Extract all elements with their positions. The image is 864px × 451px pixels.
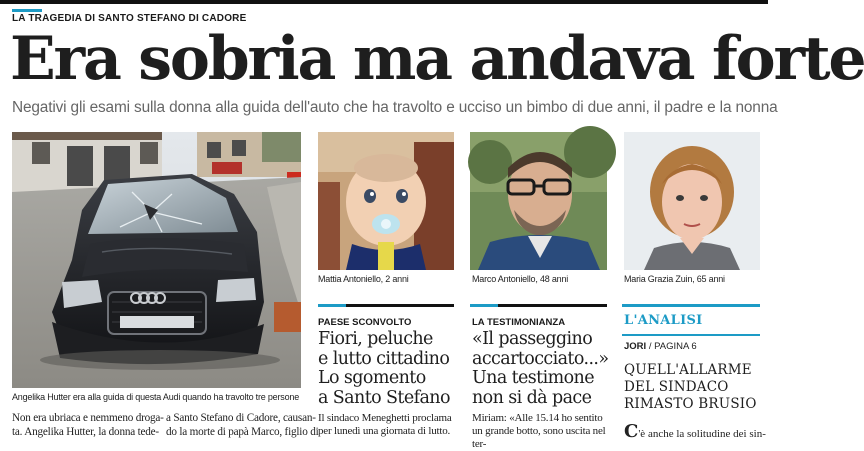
title-line: QUELL'ALLARME bbox=[624, 362, 752, 378]
title-line: DEL SINDACO bbox=[624, 379, 729, 395]
article-kicker: LA TESTIMONIANZA bbox=[472, 317, 566, 328]
title-line: e lutto cittadino bbox=[318, 348, 450, 369]
portrait-caption: Mattia Antoniello, 2 anni bbox=[318, 274, 409, 284]
woman-photo-illustration bbox=[624, 132, 760, 270]
portrait-man[interactable] bbox=[470, 132, 607, 270]
body-line: do la morte di papà Marco, figlio di bbox=[166, 426, 319, 438]
body-text-col1 bbox=[12, 411, 164, 439]
analysis-label: L'ANALISI bbox=[624, 313, 703, 328]
article-body: Miriam: «Alle 15.14 ho sentito un grande botto, sono uscita nel ter- bbox=[472, 412, 606, 450]
portrait-caption: Marco Antoniello, 48 anni bbox=[472, 274, 569, 284]
main-photo-damaged-car[interactable] bbox=[12, 132, 301, 388]
analysis-rule-bottom bbox=[622, 334, 760, 336]
subheadline: Negativi gli esami sulla donna alla guida dell'auto che ha travolto e ucciso un bimbo di due anni, il padre e la nonna bbox=[12, 99, 778, 116]
car-photo-illustration bbox=[12, 132, 301, 388]
article-accent bbox=[470, 304, 498, 307]
page-reference[interactable]: / PAGINA 6 bbox=[648, 341, 697, 352]
kicker-accent-bar bbox=[12, 9, 42, 12]
main-photo-caption: Angelika Hutter era alla guida di questa Audi quando ha travolto tre persone bbox=[12, 392, 300, 402]
article-body: Il sindaco Meneghetti proclama per lunedì una giornata di lutto. bbox=[318, 412, 452, 437]
man-photo-illustration bbox=[470, 132, 607, 270]
body-line: Non era ubriaca e nemmeno droga- bbox=[12, 412, 164, 424]
title-line: a Santo Stefano bbox=[318, 387, 450, 408]
author-name: JORI bbox=[624, 341, 647, 352]
portrait-caption: Maria Grazia Zuin, 65 anni bbox=[624, 274, 725, 284]
article-title[interactable] bbox=[472, 330, 609, 408]
article-title[interactable] bbox=[318, 330, 450, 408]
title-line: accartocciato...» bbox=[472, 348, 609, 369]
top-rule bbox=[0, 0, 768, 4]
child-photo-illustration bbox=[318, 132, 454, 270]
section-kicker: LA TRAGEDIA DI SANTO STEFANO DI CADORE bbox=[12, 13, 247, 24]
title-line: non si dà pace bbox=[472, 387, 592, 408]
body-line: ta. Angelika Hutter, la donna tede- bbox=[12, 426, 159, 438]
analysis-body bbox=[624, 421, 766, 442]
analysis-body-text: 'è anche la solitudine dei sin- bbox=[638, 428, 766, 440]
analysis-author bbox=[624, 341, 697, 352]
article-accent bbox=[318, 304, 346, 307]
title-line: RIMASTO BRUSIO bbox=[624, 396, 757, 412]
portrait-child[interactable] bbox=[318, 132, 454, 270]
dropcap: C bbox=[624, 421, 639, 442]
title-line: «Il passeggino bbox=[472, 329, 593, 349]
headline[interactable]: Era sobria ma andava forte bbox=[10, 24, 864, 94]
title-line: Lo sgomento bbox=[318, 368, 426, 388]
body-line: a Santo Stefano di Cadore, causan- bbox=[166, 412, 316, 424]
analysis-title[interactable] bbox=[624, 362, 757, 413]
title-line: Fiori, peluche bbox=[318, 329, 433, 349]
analysis-rule bbox=[622, 304, 760, 307]
portrait-woman[interactable] bbox=[624, 132, 760, 270]
title-line: Una testimone bbox=[472, 368, 594, 388]
article-kicker: PAESE SCONVOLTO bbox=[318, 317, 412, 328]
body-text-col2 bbox=[166, 411, 319, 439]
